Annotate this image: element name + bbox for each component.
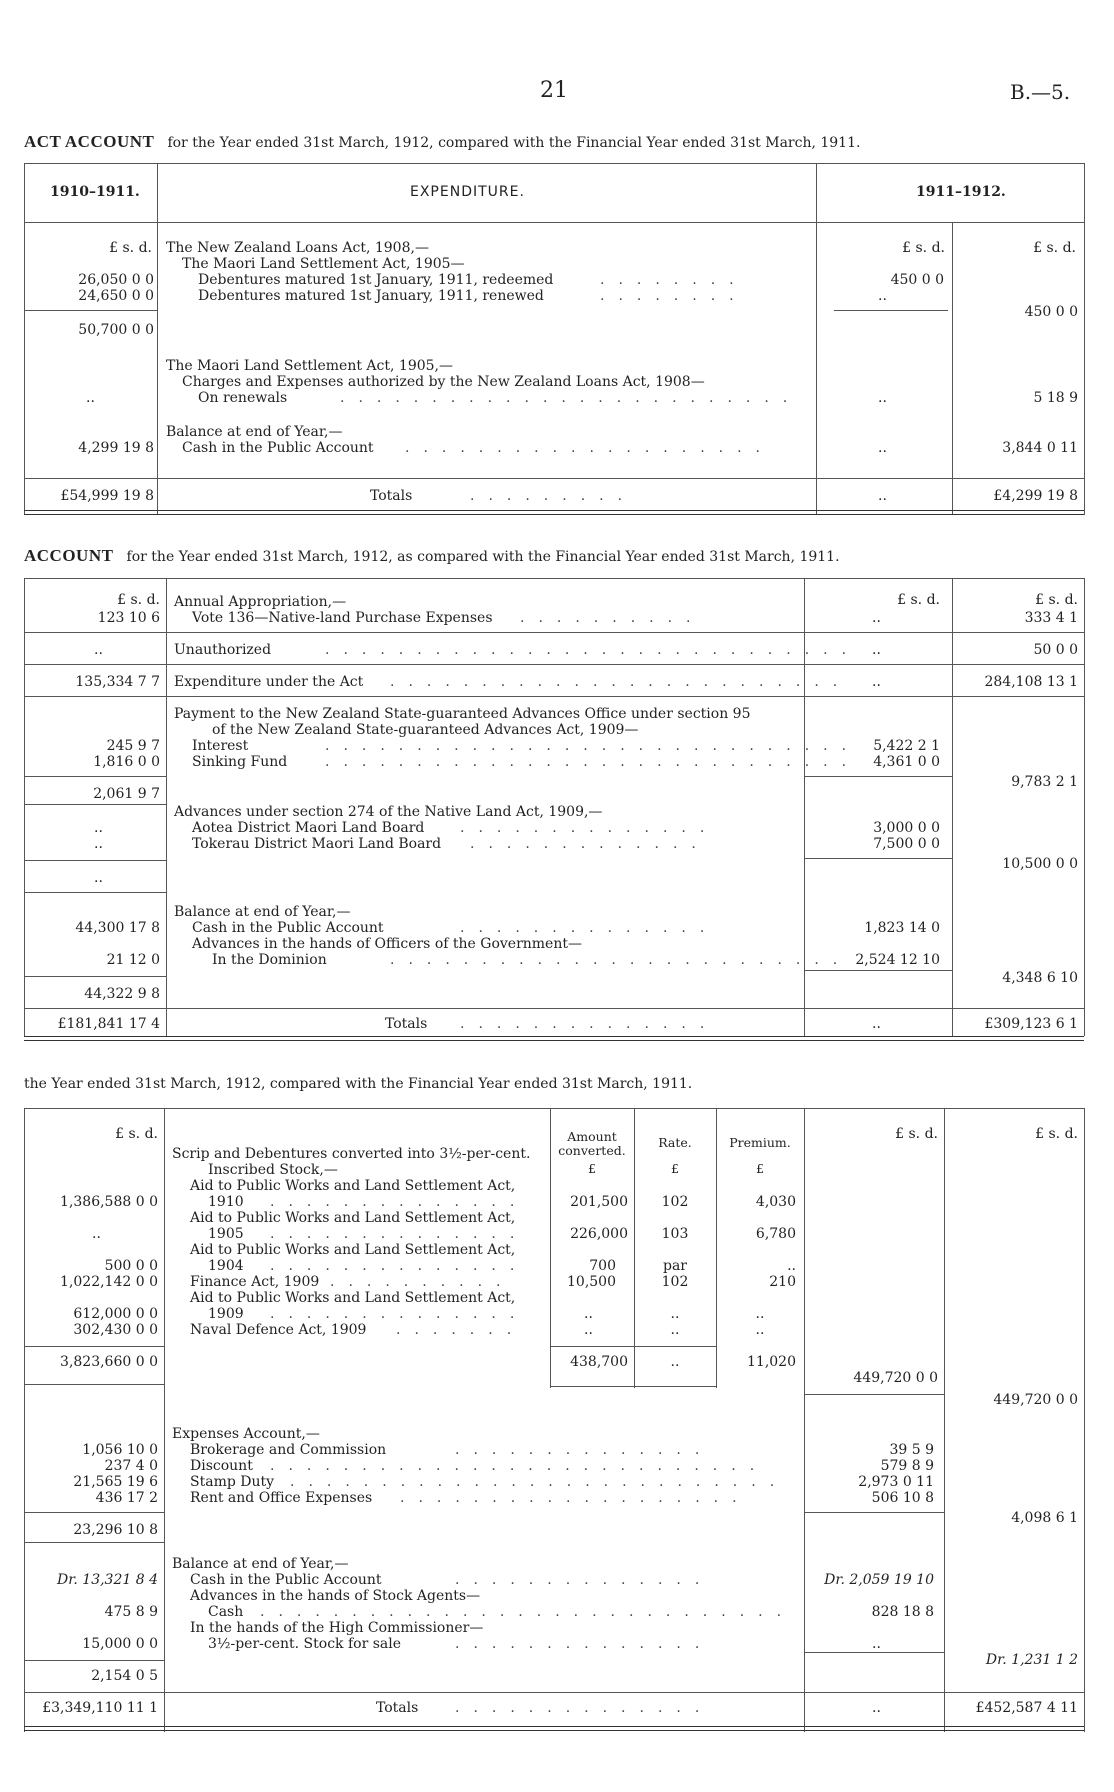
total-prev: £181,841 17 4	[57, 1016, 160, 1032]
row-label: Brokerage and Commission	[190, 1442, 387, 1458]
row-label: Charges and Expenses authorized by the New Zealand Loans Act, 1908—	[182, 374, 705, 390]
col-expenditure: EXPENDITURE.	[410, 184, 525, 200]
amount-cur-detail: 5,422 2 1	[873, 738, 940, 754]
amount-prev: 500 0 0	[104, 1258, 158, 1274]
amount-cur-detail: 39 5 9	[889, 1442, 934, 1458]
subtotal-prev: 23,296 10 8	[73, 1522, 158, 1538]
amount-prev: 237 4 0	[104, 1458, 158, 1474]
row-label: Interest	[192, 738, 249, 754]
row-label: Advances under section 274 of the Native Land Act, 1909,—	[174, 804, 603, 820]
lsd-heading: £ s. d.	[117, 592, 160, 608]
totals-label: Totals	[370, 488, 413, 504]
row-label: Aid to Public Works and Land Settlement Act,	[190, 1178, 516, 1194]
amount-prev: ..	[94, 642, 103, 658]
rate: ..	[670, 1306, 680, 1322]
row-label: 1910	[208, 1194, 244, 1210]
row-label: The Maori Land Settlement Act, 1905,—	[166, 358, 453, 374]
amount-converted: 10,500	[567, 1274, 616, 1290]
amount-prev: 26,050 0 0	[78, 272, 154, 288]
premium: ..	[755, 1306, 765, 1322]
amount-cur-detail: ..	[878, 390, 887, 406]
row-label: Unauthorized	[174, 642, 272, 658]
row-label: Advances in the hands of Stock Agents—	[190, 1588, 481, 1604]
amount-prev: 21,565 19 6	[73, 1474, 158, 1490]
subtotal-cur: 4,348 6 10	[1002, 970, 1078, 986]
amount-prev: 475 8 9	[104, 1604, 158, 1620]
premium: 210	[769, 1274, 796, 1290]
subtotal-prev: 50,700 0 0	[78, 322, 154, 338]
col-1911-1912: 1911–1912.	[916, 184, 1006, 200]
amount-cur-detail: ..	[872, 610, 881, 626]
total-cur-detail: ..	[878, 488, 887, 504]
row-label: Aid to Public Works and Land Settlement Act,	[190, 1290, 516, 1306]
subtotal-rate: ..	[670, 1354, 680, 1370]
row-label: Scrip and Debentures converted into 3½-per-cent.	[172, 1146, 531, 1162]
row-label: Aotea District Maori Land Board	[192, 820, 425, 836]
lsd-heading: £ s. d.	[1035, 1126, 1078, 1142]
row-label: 1905	[208, 1226, 244, 1242]
row-label: The Maori Land Settlement Act, 1905—	[182, 256, 465, 272]
amount-cur-detail: 4,361 0 0	[873, 754, 940, 770]
rate: 102	[661, 1274, 689, 1290]
row-label: Finance Act, 1909	[190, 1274, 320, 1290]
section-3-heading: the Year ended 31st March, 1912, compared with the Financial Year ended 31st March, 1911.	[24, 1076, 693, 1092]
amount-cur-detail: 7,500 0 0	[873, 836, 940, 852]
amount-prev: 15,000 0 0	[82, 1636, 158, 1652]
row-label: Expenditure under the Act	[174, 674, 364, 690]
subtotal-cur: 10,500 0 0	[1002, 856, 1078, 872]
lsd-heading: £ s. d.	[115, 1126, 158, 1142]
row-label: Stamp Duty	[190, 1474, 275, 1490]
row-label: Expenses Account,—	[172, 1426, 320, 1442]
total-cur-detail: ..	[872, 1700, 881, 1716]
amount-cur-detail: 1,823 14 0	[864, 920, 940, 936]
row-label: Discount	[190, 1458, 253, 1474]
amount-converted: ..	[584, 1322, 593, 1338]
row-label: On renewals	[198, 390, 288, 406]
amount-cur-detail: 450 0 0	[890, 272, 944, 288]
subtotal-premium: 11,020	[747, 1354, 796, 1370]
totals-label: Totals	[376, 1700, 419, 1716]
subtotal-cur: Dr. 1,231 1 2	[985, 1652, 1078, 1668]
row-label: Sinking Fund	[192, 754, 288, 770]
rate: ..	[670, 1322, 680, 1338]
amount-converted: ..	[584, 1306, 593, 1322]
subtotal-cur-detail: 449,720 0 0	[853, 1370, 938, 1386]
row-label: Naval Defence Act, 1909	[190, 1322, 367, 1338]
amount-prev: ..	[86, 390, 95, 406]
col-rate: Rate.	[658, 1135, 692, 1150]
row-label: Cash in the Public Account	[190, 1572, 382, 1588]
amount-cur-detail: 828 18 8	[871, 1604, 934, 1620]
row-label: Payment to the New Zealand State-guaranteed Advances Office under section 95	[174, 706, 751, 722]
amount-prev: ..	[94, 820, 103, 836]
row-label: Aid to Public Works and Land Settlement Act,	[190, 1210, 516, 1226]
amount-cur: 50 0 0	[1033, 642, 1078, 658]
amount-prev: Dr. 13,321 8 4	[57, 1572, 158, 1588]
amount-prev: 135,334 7 7	[75, 674, 160, 690]
amount-prev: 4,299 19 8	[78, 440, 154, 456]
amount-cur-detail: 506 10 8	[871, 1490, 934, 1506]
amount-prev: 24,650 0 0	[78, 288, 154, 304]
lsd-heading: £ s. d.	[895, 1126, 938, 1142]
section-1-heading: for the Year ended 31st March, 1912, compared with the Financial Year ended 31st March, 1911.	[167, 135, 861, 151]
amount-prev: 123 10 6	[97, 610, 160, 626]
amount-prev: 436 17 2	[95, 1490, 158, 1506]
subtotal-prev: 2,154 0 5	[91, 1668, 158, 1684]
lsd-heading: £ s. d.	[1035, 592, 1078, 608]
amount-prev: 44,300 17 8	[75, 920, 160, 936]
lsd-heading: £ s. d.	[902, 240, 945, 256]
subtotal-cur: 449,720 0 0	[993, 1392, 1078, 1408]
amount-cur-detail: ..	[872, 674, 881, 690]
subtotal-amount-converted: 438,700	[570, 1354, 628, 1370]
row-label: 1904	[208, 1258, 244, 1274]
amount-converted: 700	[589, 1258, 616, 1274]
row-label: In the Dominion	[212, 952, 327, 968]
premium: 4,030	[755, 1194, 796, 1210]
amount-prev: 1,816 0 0	[93, 754, 160, 770]
row-label: In the hands of the High Commissioner—	[190, 1620, 484, 1636]
amount-cur-detail: ..	[878, 288, 887, 304]
row-label: Balance at end of Year,—	[174, 904, 351, 920]
amount-cur-detail: ..	[878, 440, 887, 456]
amount-cur-detail: 2,524 12 10	[855, 952, 940, 968]
lsd-heading: £ s. d.	[109, 240, 152, 256]
amount-prev: 1,022,142 0 0	[60, 1274, 158, 1290]
amount-prev: ..	[92, 1226, 101, 1242]
row-label: 1909	[208, 1306, 244, 1322]
section-1-heading-bold: ACT ACCOUNT	[24, 132, 155, 151]
unit-label: £	[588, 1161, 596, 1176]
rate: par	[662, 1258, 687, 1274]
row-label: 3½-per-cent. Stock for sale	[208, 1636, 402, 1652]
row-label: Tokerau District Maori Land Board	[192, 836, 442, 852]
section-2-heading-bold: ACCOUNT	[24, 546, 114, 565]
amount-converted: 201,500	[570, 1194, 628, 1210]
premium: ..	[787, 1258, 796, 1274]
lsd-heading: £ s. d.	[1033, 240, 1076, 256]
subtotal-cur: 9,783 2 1	[1011, 774, 1078, 790]
total-cur-detail: ..	[872, 1016, 881, 1032]
total-cur: £4,299 19 8	[993, 488, 1078, 504]
rate: 102	[661, 1194, 689, 1210]
total-prev: £3,349,110 11 1	[42, 1700, 158, 1716]
row-label: Vote 136—Native-land Purchase Expenses	[192, 610, 493, 626]
page-reference: B.—5.	[1010, 80, 1071, 104]
rate: 103	[661, 1226, 689, 1242]
section-2-heading: for the Year ended 31st March, 1912, as compared with the Financial Year ended 31st March, 1911.	[126, 549, 840, 565]
row-label: Debentures matured 1st January, 1911, redeemed	[198, 272, 554, 288]
row-label: Aid to Public Works and Land Settlement Act,	[190, 1242, 516, 1258]
amount-cur-detail: ..	[872, 642, 881, 658]
amount-prev: ..	[94, 836, 103, 852]
amount-cur: 284,108 13 1	[984, 674, 1078, 690]
row-label: Cash in the Public Account	[192, 920, 384, 936]
subtotal-prev: 44,322 9 8	[84, 986, 160, 1002]
amount-cur-detail: ..	[872, 1636, 881, 1652]
subtotal-cur: 4,098 6 1	[1011, 1510, 1078, 1526]
row-label: Annual Appropriation,—	[174, 594, 347, 610]
row-label: of the New Zealand State-guaranteed Advances Act, 1909—	[212, 722, 639, 738]
subtotal-prev: ..	[94, 870, 103, 886]
amount-cur: 5 18 9	[1033, 390, 1078, 406]
lsd-heading: £ s. d.	[897, 592, 940, 608]
amount-prev: 1,056 10 0	[82, 1442, 158, 1458]
total-cur: £309,123 6 1	[984, 1016, 1078, 1032]
row-label: Balance at end of Year,—	[166, 424, 343, 440]
subtotal-prev: 3,823,660 0 0	[60, 1354, 158, 1370]
row-label: Debentures matured 1st January, 1911, renewed	[198, 288, 544, 304]
page-number: 21	[540, 78, 568, 103]
amount-prev: 245 9 7	[106, 738, 160, 754]
total-cur: £452,587 4 11	[975, 1700, 1078, 1716]
col-amount-converted: Amount converted.	[558, 1129, 626, 1158]
row-label: Balance at end of Year,—	[172, 1556, 349, 1572]
amount-prev: 612,000 0 0	[73, 1306, 158, 1322]
amount-prev: 1,386,588 0 0	[60, 1194, 158, 1210]
subtotal-prev: 2,061 9 7	[93, 786, 160, 802]
row-label: Cash	[208, 1604, 244, 1620]
premium: 6,780	[755, 1226, 796, 1242]
row-label: Cash in the Public Account	[182, 440, 374, 456]
unit-label: £	[671, 1161, 679, 1176]
premium: ..	[755, 1322, 765, 1338]
amount-cur-detail: 579 8 9	[880, 1458, 934, 1474]
amount-cur: 3,844 0 11	[1002, 440, 1078, 456]
subtotal-cur: 450 0 0	[1024, 304, 1078, 320]
row-label: Inscribed Stock,—	[208, 1162, 338, 1178]
col-1910-1911: 1910–1911.	[50, 184, 140, 200]
row-label: The New Zealand Loans Act, 1908,—	[166, 240, 429, 256]
amount-cur: 333 4 1	[1024, 610, 1078, 626]
row-label: Rent and Office Expenses	[190, 1490, 373, 1506]
col-premium: Premium.	[729, 1135, 791, 1150]
amount-prev: 21 12 0	[106, 952, 160, 968]
total-prev: £54,999 19 8	[60, 488, 154, 504]
totals-label: Totals	[385, 1016, 428, 1032]
amount-cur-detail: 2,973 0 11	[858, 1474, 934, 1490]
amount-cur-detail: 3,000 0 0	[873, 820, 940, 836]
row-label: Advances in the hands of Officers of the Government—	[192, 936, 582, 952]
amount-converted: 226,000	[570, 1226, 628, 1242]
unit-label: £	[756, 1161, 764, 1176]
amount-cur-detail: Dr. 2,059 19 10	[824, 1572, 934, 1588]
amount-prev: 302,430 0 0	[73, 1322, 158, 1338]
